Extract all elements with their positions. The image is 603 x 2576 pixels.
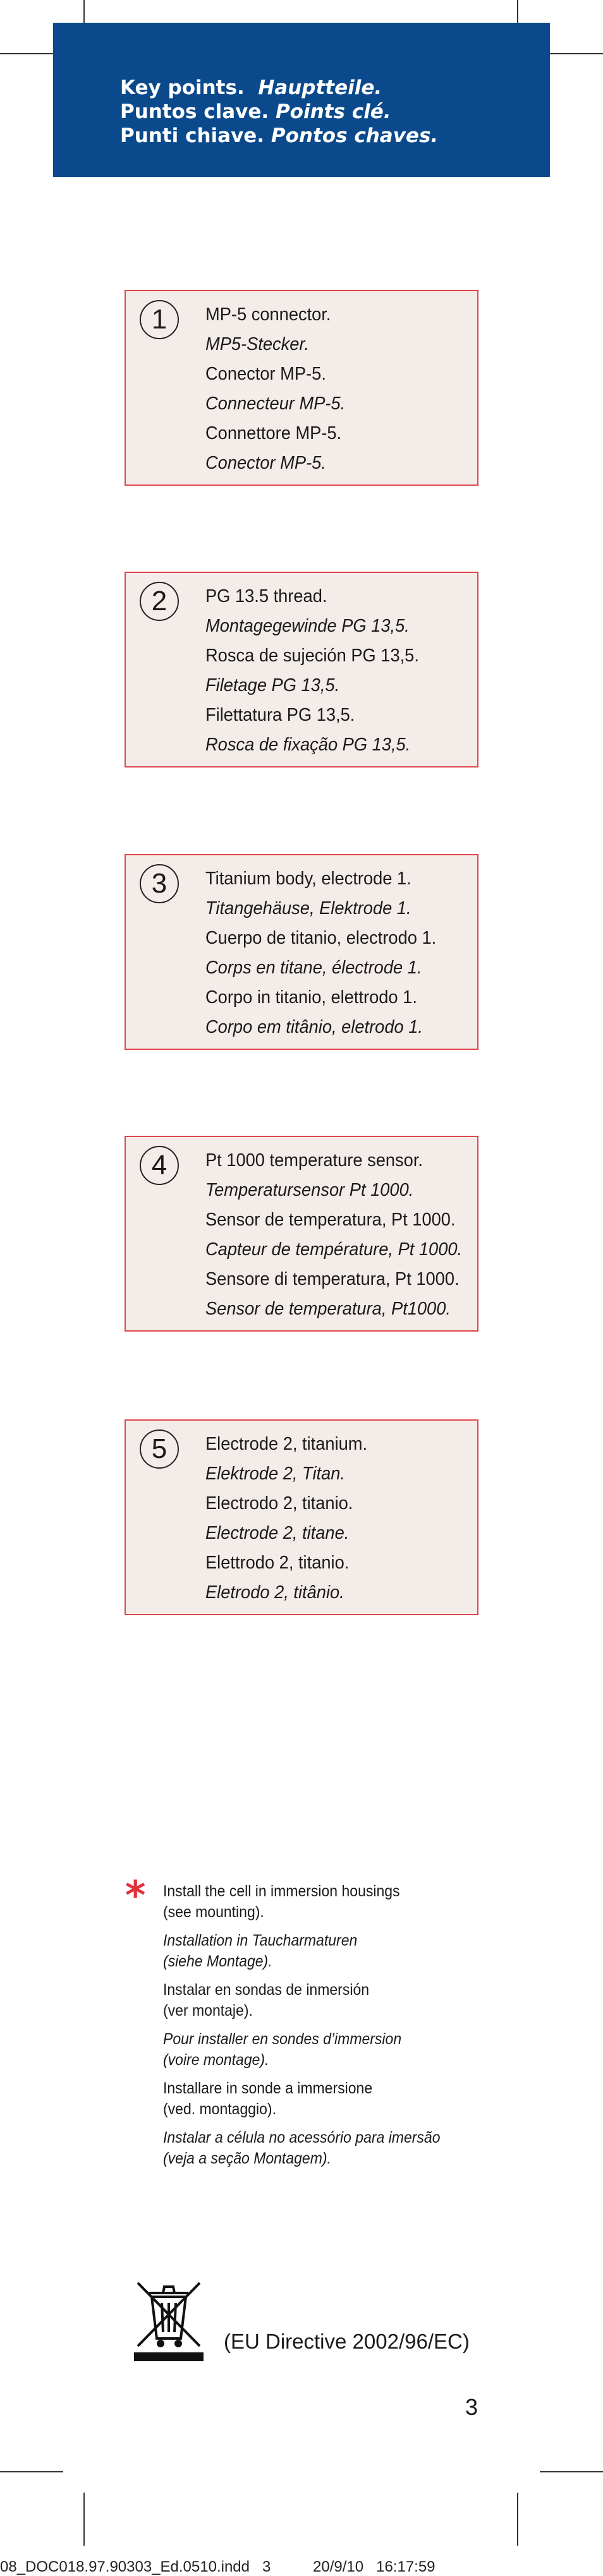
card-line: MP5-Stecker. — [205, 334, 310, 354]
header-text: Points clé. — [275, 100, 391, 123]
card-line: Corps en titane, électrode 1. — [205, 958, 422, 978]
card-line: Corpo em titânio, eletrodo 1. — [205, 1017, 423, 1037]
item-number: 3 — [140, 864, 179, 903]
header-text: Hauptteile. — [258, 76, 382, 99]
installation-notes — [163, 1881, 465, 2177]
card-line: Rosca de sujeción PG 13,5. — [205, 646, 419, 666]
page-number: 3 — [465, 2394, 478, 2420]
card-line: PG 13.5 thread. — [205, 586, 327, 606]
header-text: Punti chiave. — [120, 124, 265, 147]
card-text — [205, 1429, 377, 1608]
note-text: Instalar en sondas de inmersión (ver montaje). — [163, 1981, 370, 2019]
item-number: 5 — [140, 1429, 179, 1469]
card-line: Electrode 2, titanium. — [205, 1434, 368, 1454]
card-line: Filetage PG 13,5. — [205, 675, 340, 695]
card-text — [205, 864, 451, 1042]
card-text — [205, 582, 432, 760]
header-banner — [53, 23, 550, 177]
item-number: 1 — [140, 300, 179, 339]
header-text: Pontos chaves. — [271, 124, 439, 147]
card-line: Titanium body, electrode 1. — [205, 869, 411, 889]
key-point-card-4 — [125, 1136, 478, 1332]
note-text: Installation in Taucharmaturen (siehe Montage). — [163, 1932, 358, 1970]
key-point-card-1 — [125, 290, 478, 486]
header-text: Puntos clave. — [120, 100, 269, 123]
header-line-1 — [120, 76, 550, 100]
header-line-2 — [120, 100, 550, 124]
card-line: Connettore MP-5. — [205, 423, 342, 443]
card-line: Cuerpo de titanio, electrodo 1. — [205, 928, 437, 948]
card-line: Montagegewinde PG 13,5. — [205, 616, 410, 636]
crop-mark — [83, 2493, 85, 2546]
card-line: Elektrode 2, Titan. — [205, 1464, 345, 1484]
card-line: Corpo in titanio, elettrodo 1. — [205, 987, 417, 1008]
card-line: Sensor de temperatura, Pt1000. — [205, 1299, 451, 1319]
asterisk-icon: * — [125, 1872, 146, 1918]
card-line: Temperatursensor Pt 1000. — [205, 1180, 414, 1200]
card-line: Electrodo 2, titanio. — [205, 1493, 353, 1514]
card-line: Sensor de temperatura, Pt 1000. — [205, 1210, 456, 1230]
card-text — [205, 1146, 478, 1324]
key-point-card-5 — [125, 1419, 478, 1615]
card-line: Pt 1000 temperature sensor. — [205, 1150, 423, 1171]
card-line: Filettatura PG 13,5. — [205, 705, 355, 725]
key-point-card-2 — [125, 572, 478, 767]
crop-mark — [0, 2471, 63, 2472]
card-line: Connecteur MP-5. — [205, 394, 346, 414]
weee-crossed-bin-icon — [131, 2278, 206, 2362]
card-line: Electrode 2, titane. — [205, 1523, 350, 1543]
eu-directive-text: (EU Directive 2002/96/EC) — [224, 2330, 470, 2353]
note-text: Installare in sonde a immersione (ved. montaggio). — [163, 2079, 373, 2118]
card-line: Eletrodo 2, titânio. — [205, 1582, 344, 1603]
card-line: Elettrodo 2, titanio. — [205, 1553, 350, 1573]
note-text: Pour installer en sondes d’immersion (voire montage). — [163, 2030, 402, 2069]
card-line: MP-5 connector. — [205, 304, 331, 325]
note-text: Instalar a célula no acessório para imersão (veja a seção Montagem). — [163, 2129, 441, 2167]
card-line: Titangehäuse, Elektrode 1. — [205, 898, 411, 918]
item-number: 2 — [140, 582, 179, 621]
key-point-card-3 — [125, 854, 478, 1050]
header-line-3 — [120, 124, 550, 148]
print-slug-footer: 08_DOC018.97.90303_Ed.0510.indd 3 20/9/10 16:17:59 — [0, 2558, 436, 2575]
card-line: Rosca de fixação PG 13,5. — [205, 735, 411, 755]
crop-mark — [540, 2471, 603, 2472]
card-line: Sensore di temperatura, Pt 1000. — [205, 1269, 460, 1289]
card-text — [205, 300, 354, 478]
crop-mark — [517, 2493, 518, 2546]
card-line: Capteur de température, Pt 1000. — [205, 1239, 463, 1260]
item-number: 4 — [140, 1146, 179, 1185]
note-text: Install the cell in immersion housings (see mounting). — [163, 1882, 400, 1921]
card-line: Conector MP-5. — [205, 453, 326, 473]
card-line: Conector MP-5. — [205, 364, 326, 384]
header-text: Key points. — [120, 76, 245, 99]
